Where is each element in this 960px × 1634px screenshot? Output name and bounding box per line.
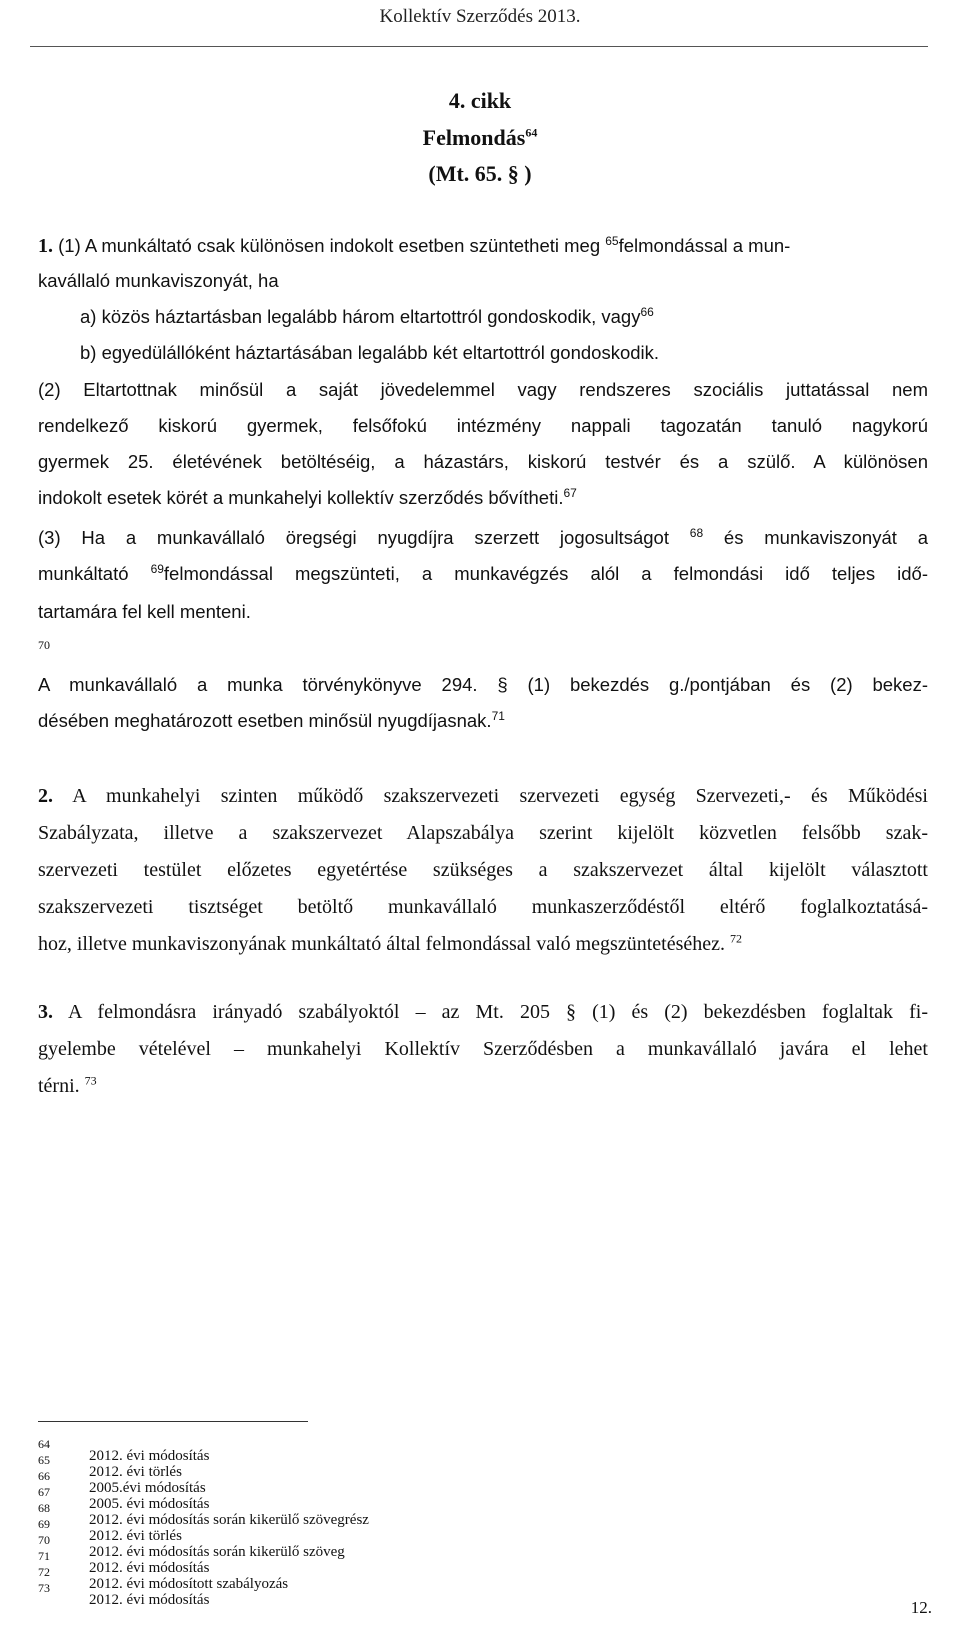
footnote-text: 2012. évi módosítás <box>89 1592 210 1608</box>
s2-line-1-text: A munkahelyi szinten működő szakszervezeti szervezeti egység Szervezeti,- és Működési <box>53 785 928 807</box>
footnote-text: 2012. évi módosítás során kikerülő szöveg <box>89 1544 345 1560</box>
s3-line-2: gyelembe vételével – munkahelyi Kollektív Szerződésben a munkavállaló javára el lehet <box>38 1038 928 1060</box>
footnote-ref-71: 71 <box>491 708 505 723</box>
s1-p2-line-2: rendelkező kiskorú gyermek, felsőfokú intézmény nappali tagozatán tanuló nagykorú <box>38 415 928 436</box>
footnote-text: 2012. évi módosítás <box>89 1448 210 1464</box>
s1-p3-line-2 <box>38 563 928 585</box>
footnote-num: 69 <box>38 1517 50 1531</box>
footnote-text: 2012. évi módosított szabályozás <box>89 1576 289 1592</box>
footnote-num: 72 <box>38 1565 50 1579</box>
footnote-text: 2012. évi törlés <box>89 1528 182 1544</box>
s1-p3-line-3: tartamára fel kell menteni. <box>38 601 251 622</box>
footnote-ref-73: 73 <box>84 1073 97 1088</box>
s1-line-1 <box>38 235 790 258</box>
footnote-separator <box>38 1421 308 1422</box>
footnote-ref-65: 65 <box>605 233 619 248</box>
header-rule <box>30 46 928 47</box>
footnote-num: 64 <box>38 1437 50 1451</box>
s3-line-1-text: A felmondásra irányadó szabályoktól – az Mt. 205 § (1) és (2) bekezdésben foglaltak fi- <box>53 1001 928 1023</box>
footnote-num: 65 <box>38 1453 50 1467</box>
footnote-ref-69: 69 <box>150 561 164 576</box>
s2-number: 2. <box>38 785 53 807</box>
running-header: Kollektív Szerződés 2013. <box>379 6 581 27</box>
s1-p3-line-1 <box>38 527 928 549</box>
footnote-num: 73 <box>38 1581 50 1595</box>
footnote-text: 2012. évi törlés <box>89 1464 182 1480</box>
s2-line-2: Szabályzata, illetve a szakszervezet Alapszabálya szerint kijelölt közvetlen felsőbb szak- <box>38 822 928 844</box>
s1-p2-line-4-text: indokolt esetek körét a munkahelyi kollektív szerződés bővítheti. <box>38 487 564 508</box>
footnote-num: 71 <box>38 1549 50 1563</box>
s1-p3-l1b: és munkaviszonyát a <box>703 527 928 548</box>
s3-line-3-text: térni. <box>38 1075 80 1097</box>
s1-p2-line-3: gyermek 25. életévének betöltéséig, a házastárs, kiskorú testvér és a szülő. A különösen <box>38 451 928 472</box>
footnote-num: 70 <box>38 1533 50 1547</box>
article-number: 4. cikk <box>448 88 512 113</box>
s2-line-3: szervezeti testület előzetes egyetértése szükséges a szakszervezet által kijelölt választott <box>38 859 928 881</box>
article-law-ref: (Mt. 65. § ) <box>428 161 532 186</box>
footnote-ref-72: 72 <box>730 931 743 946</box>
footnote-text: 2012. évi módosítás során kikerülő szövegrész <box>89 1512 369 1528</box>
footnote-ref-70: 70 <box>38 638 50 652</box>
s2-line-5-text: hoz, illetve munkaviszonyának munkáltató által felmondással való megszüntetéséhez. <box>38 933 726 955</box>
footnote-num: 68 <box>38 1501 50 1515</box>
page-number: 12. <box>910 1598 932 1617</box>
s1-p4-line-2 <box>38 710 505 732</box>
s1-p3-l1a: (3) Ha a munkavállaló öregségi nyugdíjra szerzett jogosultságot <box>38 527 690 548</box>
footnote-num: 67 <box>38 1485 50 1499</box>
s2-line-5 <box>38 933 742 956</box>
s1-p3-l2a: munkáltató <box>38 563 151 584</box>
footnote-num: 66 <box>38 1469 50 1483</box>
footnote-text: 2012. évi módosítás <box>89 1560 210 1576</box>
footnote-text: 2005. évi módosítás <box>89 1496 210 1512</box>
s3-line-1 <box>38 1001 928 1024</box>
s1-p3-l2b: felmondással megszünteti, a munkavégzés alól a felmondási idő teljes idő- <box>163 563 929 584</box>
s1-number: 1. <box>38 235 53 257</box>
s1-line-2: kavállaló munkaviszonyát, ha <box>38 270 279 291</box>
s1-p4-line-2-text: désében meghatározott esetben minősül nyugdíjasnak. <box>38 710 492 731</box>
footnote-ref-67: 67 <box>563 485 577 500</box>
s3-line-3 <box>38 1075 97 1098</box>
footnote-ref-68: 68 <box>689 525 704 540</box>
s1-item-a-text: a) közös háztartásban legalább három eltartottról gondoskodik, vagy <box>80 306 641 327</box>
s2-line-4: szakszervezeti tisztséget betöltő munkavállaló munkaszerződéstől eltérő foglalkoztatásá- <box>38 896 928 918</box>
article-title-text: Felmondás <box>422 125 526 150</box>
s1-p4-line-1: A munkavállaló a munka törvénykönyve 294. § (1) bekezdés g./pontjában és (2) bekez- <box>38 674 928 695</box>
article-title <box>0 125 960 151</box>
footnote-ref-66: 66 <box>640 304 654 319</box>
s1-p2-line-1: (2) Eltartottnak minősül a saját jövedelemmel vagy rendszeres szociális juttatással nem <box>38 379 928 400</box>
s1-item-b: b) egyedülállóként háztartásában legalább két eltartottról gondoskodik. <box>80 342 660 363</box>
footnote-ref-64: 64 <box>525 125 538 140</box>
s1-l1a: (1) A munkáltató csak különösen indokolt esetben szüntetheti meg <box>53 235 606 256</box>
s1-l1b: felmondással a mun- <box>618 235 791 256</box>
s1-p2-line-4 <box>38 487 577 509</box>
footnote-text: 2005.évi módosítás <box>89 1480 206 1496</box>
s3-number: 3. <box>38 1001 53 1023</box>
s2-line-1 <box>38 785 928 808</box>
s1-item-a <box>80 306 654 328</box>
